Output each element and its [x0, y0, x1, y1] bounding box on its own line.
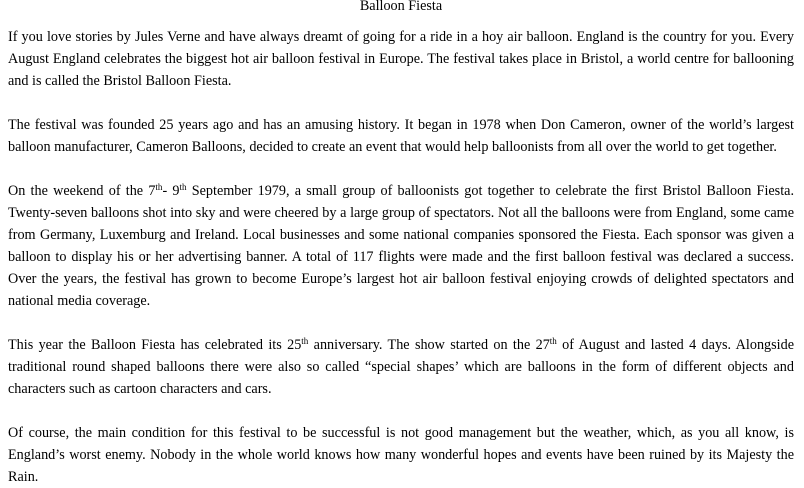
paragraph-history: The festival was founded 25 years ago and has an amusing history. It began in 1978 when Don Cameron, owner of the world’s largest balloon manufacturer, Cameron Balloons, decided to create an event that would help balloonists from all over the world to get together.	[8, 117, 794, 155]
paragraph-text: On the weekend of the 7	[8, 183, 156, 199]
paragraph-text: of August and lasted 4 days. Alongside traditional round shaped balloons there were also so called “special shapes’ which are balloons in the form of different objects and characters such as cartoon characters and cars.	[8, 337, 794, 397]
paragraph-intro: If you love stories by Jules Verne and have always dreamt of going for a ride in a hoy air balloon. England is the country for you. Every August England celebrates the biggest hot air balloon festival in Europe. The festival takes place in Bristol, a world centre for ballooning and is called the Bristol Balloon Fiesta.	[8, 29, 794, 89]
paragraph-text: - 9	[162, 183, 180, 199]
paragraph-weather: Of course, the main condition for this festival to be successful is not good management but the weather, which, as you all know, is England’s worst enemy. Nobody in the whole world knows how many wonderful hopes and events have been ruined by its Majesty the Rain.	[8, 425, 794, 485]
paragraph-text: anniversary. The show started on the 27	[308, 337, 550, 353]
paragraph-text: This year the Balloon Fiesta has celebrated its 25	[8, 337, 302, 353]
paragraph-text: September 1979, a small group of balloonists got together to celebrate the first Bristol Balloon Fiesta. Twenty-seven balloons shot into sky and were cheered by a large group of spectators. Not all the balloons were from England, some came from Germany, Luxemburg and Ireland. Local businesses and some national companies sponsored the Fiesta. Each sponsor was given a balloon to display his or her advertising banner. A total of 117 flights were made and the first balloon festival was declared a success. Over the years, the festival has grown to become Europe’s largest hot air balloon festival enjoying crowds of delighted spectators and national media coverage.	[8, 183, 794, 309]
ordinal-suffix: th	[155, 182, 163, 192]
ordinal-suffix: th	[301, 336, 309, 346]
document-title: Balloon Fiesta	[359, 0, 443, 14]
ordinal-suffix: th	[549, 336, 557, 346]
paragraph-first-fiesta	[8, 180, 794, 312]
ordinal-suffix: th	[179, 182, 187, 192]
paragraph-anniversary	[8, 334, 794, 400]
